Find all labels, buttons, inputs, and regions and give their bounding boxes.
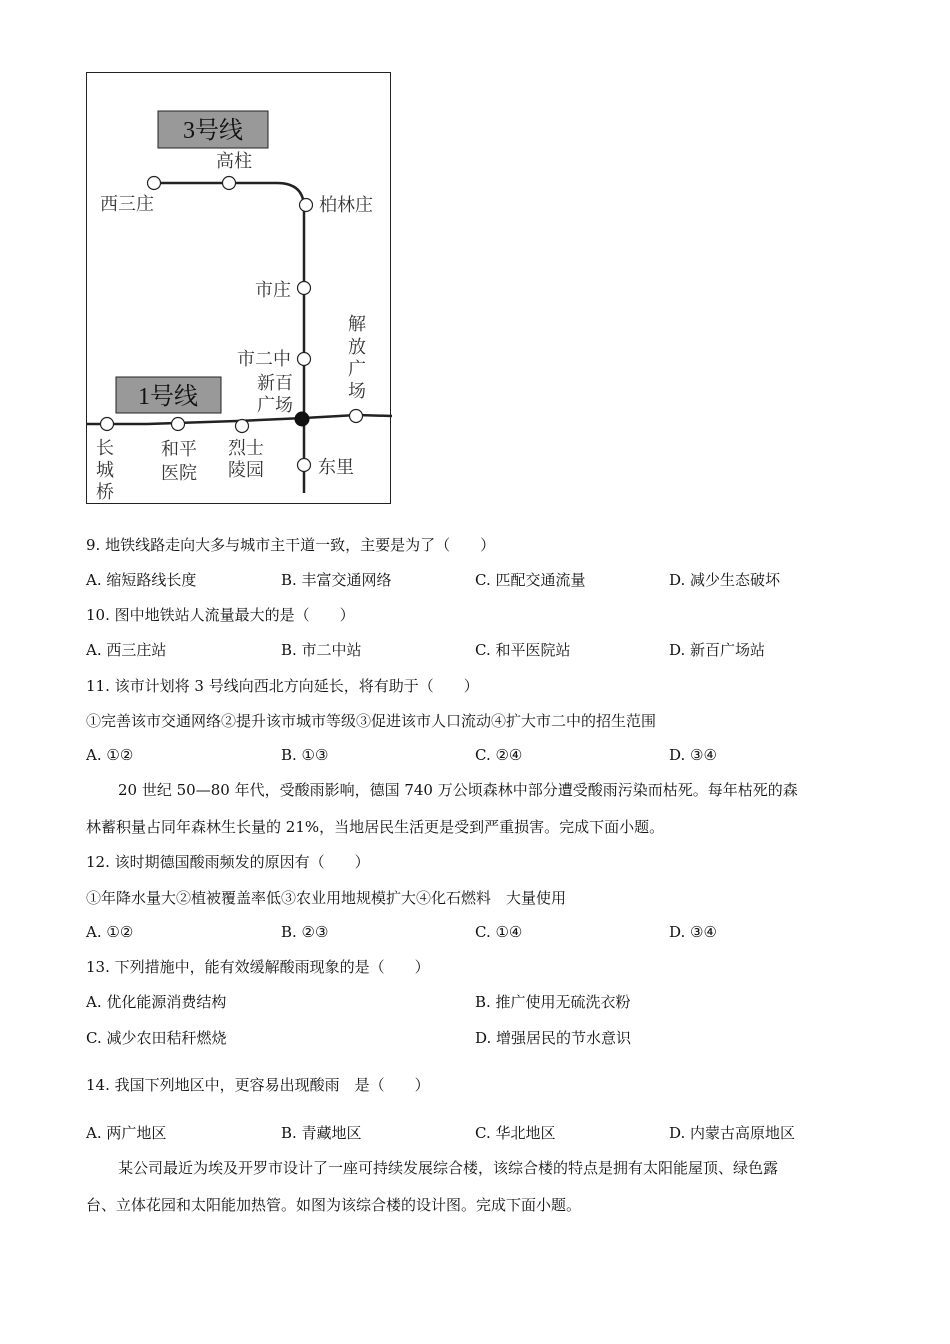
station-dongli bbox=[298, 459, 311, 472]
label-lieshi-2: 陵园 bbox=[228, 460, 264, 480]
passage2-line1: 某公司最近为埃及开罗市设计了一座可持续发展综合楼，该综合楼的特点是拥有太阳能屋顶、绿色露 bbox=[118, 1159, 779, 1177]
q12-option-c: C. ①④ bbox=[475, 923, 523, 941]
line3-label: 3号线 bbox=[183, 118, 243, 144]
passage1-line1: 20 世纪 50—80 年代，受酸雨影响，德国 740 万公顷森林中部分遭受酸雨污染而枯死。每年枯死的森 bbox=[118, 781, 798, 799]
station-shizhuang bbox=[298, 282, 311, 295]
q10-option-c: C. 和平医院站 bbox=[475, 641, 571, 659]
q13-option-b: B. 推广使用无硫洗衣粉 bbox=[475, 993, 631, 1011]
q9-option-d: D. 减少生态破坏 bbox=[669, 571, 781, 589]
q13-stem: 13. 下列措施中，能有效缓解酸雨现象的是（ ） bbox=[86, 958, 430, 976]
q11-stem: 11. 该市计划将 3 号线向西北方向延长，将有助于（ ） bbox=[86, 677, 479, 695]
station-heping bbox=[172, 418, 185, 431]
label-gaozhu: 高柱 bbox=[216, 151, 252, 171]
label-jiefang-1: 解 bbox=[348, 314, 366, 334]
line1-label: 1号线 bbox=[138, 384, 198, 410]
q11-items: ①完善该市交通网络②提升该市城市等级③促进该市人口流动④扩大市二中的招生范围 bbox=[86, 712, 657, 730]
label-changcheng-3: 桥 bbox=[96, 482, 114, 502]
station-bolinzhuang bbox=[300, 199, 313, 212]
subway-map-graphic bbox=[87, 73, 392, 505]
label-shierzhong: 市二中 bbox=[237, 349, 291, 369]
q13-option-d: D. 增强居民的节水意识 bbox=[475, 1029, 632, 1047]
station-shierzhong bbox=[298, 353, 311, 366]
label-xinbai-2: 广场 bbox=[257, 395, 293, 415]
q10-option-b: B. 市二中站 bbox=[281, 641, 362, 659]
q11-option-a: A. ①② bbox=[86, 746, 134, 764]
q14-option-c: C. 华北地区 bbox=[475, 1124, 556, 1142]
station-xisanzhuang bbox=[148, 177, 161, 190]
station-changcheng bbox=[101, 418, 114, 431]
station-lieshi bbox=[236, 420, 249, 433]
label-heping-2: 医院 bbox=[161, 463, 197, 483]
label-changcheng-2: 城 bbox=[96, 460, 114, 480]
q11-option-d: D. ③④ bbox=[669, 746, 717, 764]
label-jiefang-4: 场 bbox=[348, 381, 366, 401]
station-jiefang bbox=[350, 410, 363, 423]
q14-option-a: A. 两广地区 bbox=[86, 1124, 167, 1142]
q10-stem: 10. 图中地铁站人流量最大的是（ ） bbox=[86, 606, 355, 624]
q10-option-a: A. 西三庄站 bbox=[86, 641, 167, 659]
q13-option-c: C. 减少农田秸秆燃烧 bbox=[86, 1029, 227, 1047]
q12-items: ①年降水量大②植被覆盖率低③农业用地规模扩大④化石燃料 大量使用 bbox=[86, 889, 567, 907]
q11-option-b: B. ①③ bbox=[281, 746, 329, 764]
q12-stem: 12. 该时期德国酸雨频发的原因有（ ） bbox=[86, 853, 370, 871]
q9-option-b: B. 丰富交通网络 bbox=[281, 571, 392, 589]
q10-option-d: D. 新百广场站 bbox=[669, 641, 766, 659]
q14-stem: 14. 我国下列地区中，更容易出现酸雨 是（ ） bbox=[86, 1076, 430, 1094]
label-shizhuang: 市庄 bbox=[255, 280, 291, 300]
q9-option-c: C. 匹配交通流量 bbox=[475, 571, 586, 589]
q14-option-d: D. 内蒙古高原地区 bbox=[669, 1124, 796, 1142]
label-changcheng-1: 长 bbox=[96, 438, 114, 458]
station-gaozhu bbox=[223, 177, 236, 190]
subway-map bbox=[86, 72, 391, 504]
q14-option-b: B. 青藏地区 bbox=[281, 1124, 362, 1142]
label-heping-1: 和平 bbox=[161, 439, 197, 459]
passage2-line2: 台、立体花园和太阳能加热管。如图为该综合楼的设计图。完成下面小题。 bbox=[86, 1196, 582, 1214]
q12-option-a: A. ①② bbox=[86, 923, 134, 941]
label-jiefang-2: 放 bbox=[348, 337, 366, 357]
label-dongli: 东里 bbox=[318, 457, 354, 477]
label-bolinzhuang: 柏林庄 bbox=[319, 195, 373, 215]
label-xinbai-1: 新百 bbox=[257, 373, 293, 393]
label-lieshi-1: 烈士 bbox=[228, 438, 264, 458]
label-jiefang-3: 广 bbox=[348, 359, 366, 379]
label-xisanzhuang: 西三庄 bbox=[100, 194, 154, 214]
q12-option-d: D. ③④ bbox=[669, 923, 717, 941]
passage1-line2: 林蓄积量占同年森林生长量的 21%，当地居民生活更是受到严重损害。完成下面小题。 bbox=[86, 818, 665, 836]
station-xinbai-transfer bbox=[295, 412, 310, 427]
q9-stem: 9. 地铁线路走向大多与城市主干道一致，主要是为了（ ） bbox=[86, 536, 496, 554]
q12-option-b: B. ②③ bbox=[281, 923, 329, 941]
q11-option-c: C. ②④ bbox=[475, 746, 523, 764]
q13-option-a: A. 优化能源消费结构 bbox=[86, 993, 227, 1011]
q9-option-a: A. 缩短路线长度 bbox=[86, 571, 197, 589]
